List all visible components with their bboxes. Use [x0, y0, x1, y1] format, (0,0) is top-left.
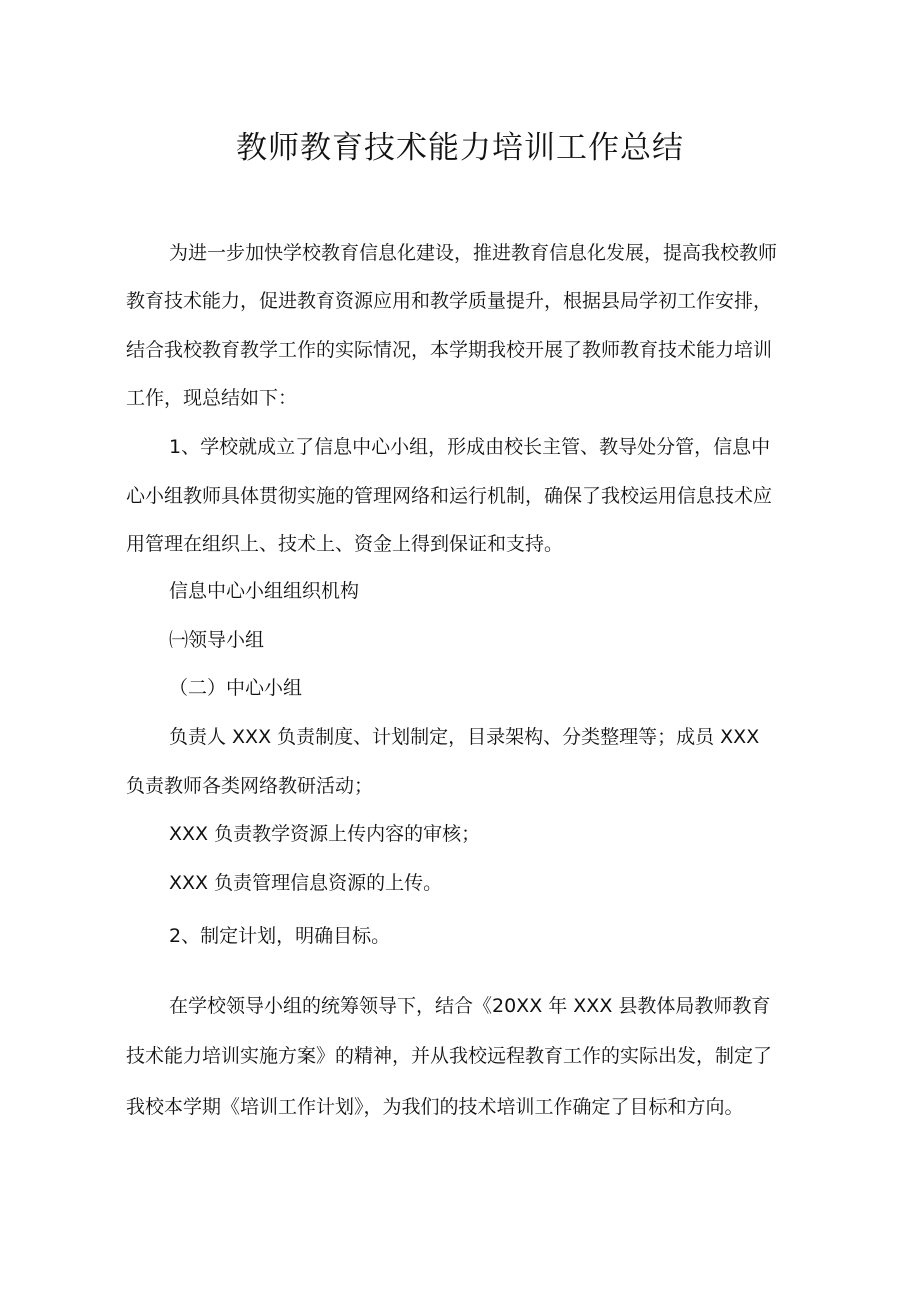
subsection-heading: ㈠领导小组 — [169, 629, 265, 651]
paragraph-line: 负责人 XXX 负责制度、计划制定，目录架构、分类整理等；成员 XXX — [169, 726, 760, 748]
paragraph-line: XXX 负责管理信息资源的上传。 — [169, 872, 443, 894]
document-title: 教师教育技术能力培训工作总结 — [236, 130, 684, 166]
section-heading: 2、制定计划，明确目标。 — [169, 925, 391, 947]
paragraph-line: 1、学校就成立了信息中心小组，形成由校长主管、教导处分管，信息中 — [169, 436, 771, 458]
paragraph-line: 工作，现总结如下： — [126, 387, 298, 409]
paragraph-line: 用管理在组织上、技术上、资金上得到保证和支持。 — [126, 533, 564, 555]
paragraph-line: XXX 负责教学资源上传内容的审核； — [169, 823, 481, 845]
paragraph-line: 心小组教师具体贯彻实施的管理网络和运行机制，确保了我校运用信息技术应 — [126, 485, 773, 507]
paragraph-line: 教育技术能力，促进教育资源应用和教学质量提升，根据县局学初工作安排， — [126, 290, 773, 312]
paragraph-line: 在学校领导小组的统筹领导下，结合《20XX 年 XXX 县教体局教师教育 — [169, 995, 771, 1017]
paragraph-line: 为进一步加快学校教育信息化建设，推进教育信息化发展，提高我校教师 — [169, 242, 778, 264]
subsection-heading: （二）中心小组 — [169, 677, 303, 699]
paragraph-line: 技术能力培训实施方案》的精神，并从我校远程教育工作的实际出发，制定了 — [126, 1045, 773, 1067]
paragraph-line: 负责教师各类网络教研活动； — [126, 775, 374, 797]
section-heading: 信息中心小组组织机构 — [169, 580, 360, 602]
paragraph-line: 结合我校教育教学工作的实际情况，本学期我校开展了教师教育技术能力培训 — [126, 339, 773, 361]
paragraph-line: 我校本学期《培训工作计划》，为我们的技术培训工作确定了目标和方向。 — [126, 1096, 744, 1118]
